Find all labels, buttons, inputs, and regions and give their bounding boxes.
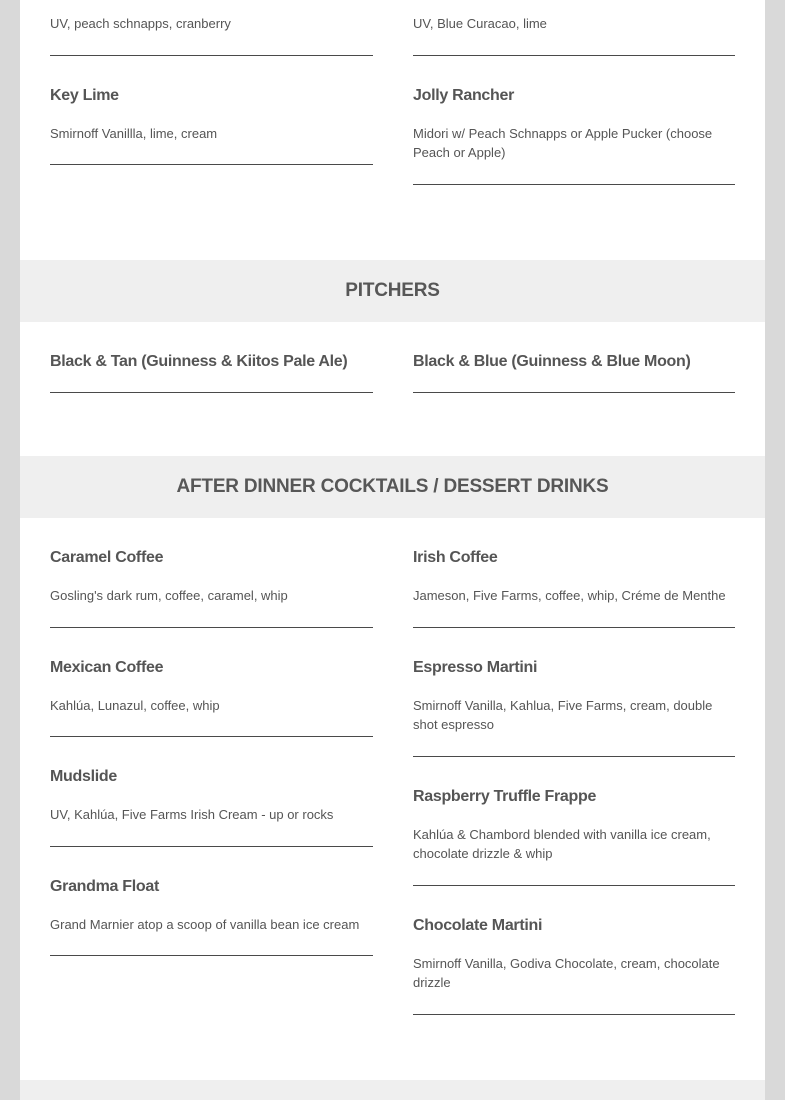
menu-item [50, 0, 373, 56]
cocktails-left-column [50, 0, 373, 195]
menu-item [50, 767, 373, 847]
menu-item [50, 658, 373, 738]
item-description: UV, peach schnapps, cranberry [50, 16, 231, 31]
menu-item [413, 86, 735, 185]
item-name: Espresso Martini [413, 658, 538, 676]
after-dinner-right-column [413, 548, 735, 1045]
item-description: Midori w/ Peach Schnapps or Apple Pucker (choose Peach or Apple) [413, 125, 713, 160]
cocktails-section-tail [20, 0, 765, 236]
menu-item [50, 548, 373, 628]
item-description: Jameson, Five Farms, coffee, whip, Créme de Menthe [413, 588, 726, 603]
item-description: Smirnoff Vanillla, lime, cream [50, 125, 218, 141]
item-name: Chocolate Martini [413, 916, 543, 934]
after-dinner-left-column [50, 548, 373, 986]
item-name: Jolly Rancher [413, 86, 515, 104]
item-description: UV, Kahlúa, Five Farms Irish Cream - up or rocks [50, 807, 334, 822]
menu-item [413, 787, 735, 886]
item-name: Black & Tan (Guinness & Kiitos Pale Ale) [50, 353, 348, 370]
menu-item [413, 352, 735, 393]
item-name: Mudslide [50, 768, 117, 785]
menu-item [413, 0, 735, 56]
item-name: Black & Blue (Guinness & Blue Moon) [413, 353, 691, 370]
menu-item [50, 352, 373, 393]
after-dinner-section [20, 548, 765, 1078]
cocktails-right-column [413, 0, 735, 215]
menu-item [413, 548, 735, 628]
pitchers-left-column [50, 352, 373, 423]
item-description: Kahlúa & Chambord blended with vanilla ice cream, chocolate drizzle & whip [413, 826, 711, 861]
item-description: Smirnoff Vanilla, Kahlua, Five Farms, cream, double shot espresso [413, 697, 713, 732]
item-name: Key Lime [50, 86, 119, 104]
menu-item [413, 916, 735, 1015]
item-name: Grandma Float [50, 877, 160, 895]
section-header-pitchers: PITCHERS [20, 260, 765, 322]
menu-item [413, 658, 735, 757]
menu-page [20, 0, 765, 1100]
item-name: Mexican Coffee [50, 658, 164, 676]
menu-item [50, 86, 373, 166]
menu-item [50, 877, 373, 957]
pitchers-section [20, 352, 765, 452]
section-header-next [20, 1080, 765, 1100]
pitchers-right-column [413, 352, 735, 423]
item-description: Smirnoff Vanilla, Godiva Chocolate, cream, chocolate drizzle [413, 955, 720, 990]
item-description: UV, Blue Curacao, lime [413, 16, 547, 31]
item-name: Raspberry Truffle Frappe [413, 787, 597, 805]
item-description: Grand Marnier atop a scoop of vanilla bean ice cream [50, 916, 360, 932]
item-description: Kahlúa, Lunazul, coffee, whip [50, 697, 220, 713]
item-description: Gosling's dark rum, coffee, caramel, whip [50, 588, 288, 603]
item-name: Irish Coffee [413, 549, 498, 566]
section-header-after-dinner: AFTER DINNER COCKTAILS / DESSERT DRINKS [20, 456, 765, 518]
item-name: Caramel Coffee [50, 549, 164, 566]
